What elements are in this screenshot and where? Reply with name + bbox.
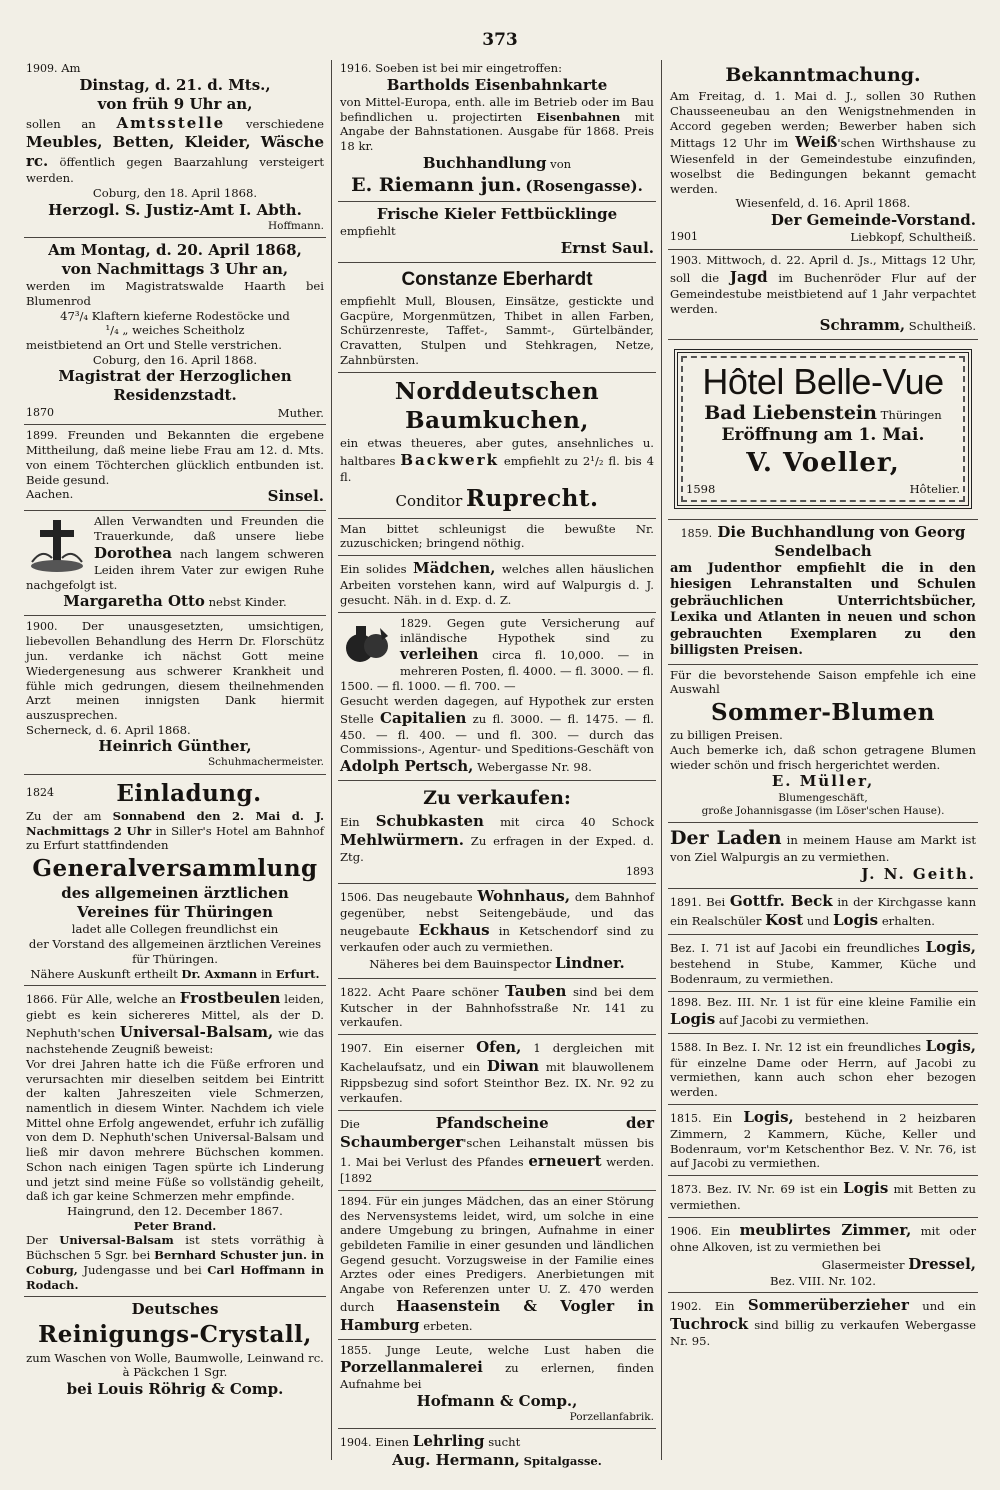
- ad-emphasis: Eckhaus: [418, 920, 490, 939]
- ad-dateline: Coburg, den 18. April 1868.: [92, 185, 258, 200]
- ad-number: 1906.: [670, 1224, 702, 1238]
- ad-number: 1870: [26, 405, 54, 419]
- hotel-name: Hôtel Belle-Vue: [702, 361, 944, 403]
- ad-text: empfiehlt Mull, Blousen, Einsätze, gestickte und Gacpüre, Morgenmützen, Thibet in allen Farben, Schürzenreste, Taffet-, Sammt-, Gürtelbänder, Cravatten, Stulpen und Stehkragen, Netze, Zahnbürsten.: [340, 294, 654, 367]
- ad-address: Bez. VIII. Nr. 102.: [770, 1273, 876, 1288]
- ad-text: nebst Kinder.: [208, 595, 287, 610]
- ad-dateline: Wiesenfeld, d. 16. April 1868.: [735, 196, 911, 211]
- ad-text: Einen: [375, 1435, 410, 1450]
- hotel-opening: Eröffnung am 1. Mai.: [721, 425, 925, 446]
- ad-number: 1916.: [340, 62, 372, 75]
- ad-headline: Dinstag, d. 21. d. Mts.,: [79, 75, 271, 94]
- ad-text: empfiehlt: [340, 224, 396, 239]
- ad-signer: Heinrich Günther,: [98, 737, 252, 756]
- ad-text: von: [550, 156, 572, 171]
- ad-role: Schultheiß.: [908, 319, 976, 334]
- ad-emphasis: Diwan: [486, 1057, 540, 1076]
- ad-text: Allen Verwandten und Freunden die Trauerkunde, daß unsere liebe: [94, 514, 324, 544]
- ad-text: am Judenthor empfiehlt die in den hiesigen Lehranstalten und Schulen gebräuchlichen Unterrichtsbücher, Lexika und Atlanten in neuen und schon gebrauchten Exemplaren zu den billigsten Preisen.: [670, 560, 976, 659]
- ad-headline: Zu verkaufen:: [423, 787, 571, 810]
- ad-role: Glasermeister: [821, 1257, 905, 1272]
- ad-signer: Schramm,: [819, 316, 906, 335]
- ad-dateline: Coburg, den 16. April 1868.: [92, 352, 258, 367]
- ad-emphasis: Capitalien: [380, 708, 467, 727]
- ad-text: Freunden und Bekannten die ergebene Mittheilung, daß meine liebe Frau am 12. d. Mts. von einem Töchterchen glücklich entbunden ist. Beide gesund.: [26, 428, 325, 487]
- ad-address: Webergasse Nr. 98.: [477, 759, 592, 774]
- ad-text: Vor drei Jahren hatte ich die Füße erfroren und verursachten mir dieselben seitdem bei Eintritt der kalten Jahreszeiten viele Schmerzen, namentlich in diesem Winter. Nachdem ich viele Mittel ohne Erfolg angewendet, erfuhr ich zufällig von dem D. Nephuth'schen Universal-Balsam und ließ mir davon mehrere Büchschen kommen. Schon nach einigen Tagen spürte ich Linderung und jetzt sind meine Füße so vollständig geheilt, daß ich gar keine Schmerzen mehr empfinde.: [26, 1056, 324, 1204]
- ad-text: von Mittel-Europa, enth. alle im Betrieb oder im Bau befindlichen u. projectirten: [340, 95, 654, 124]
- ad-text: Ein eiserner: [383, 1041, 465, 1055]
- ad-railway-map: [338, 58, 656, 202]
- ad-text: Zu erfragen in der Exped. d. Ztg.: [340, 834, 654, 865]
- ad-logis-2: [668, 992, 978, 1034]
- ad-signer: Dressel,: [908, 1254, 976, 1273]
- ad-text: Der: [26, 1233, 48, 1248]
- ad-emphasis: Buchhandlung: [422, 153, 547, 172]
- ad-text: 'schen Wirthshause zu Wiesenfeld in der Gemeindestube einzufinden, woselbst die Bedingungen bekannt gemacht werden.: [670, 136, 976, 196]
- ad-signer: Hoffmann.: [267, 219, 324, 232]
- ad-text: Gesucht werden dagegen, auf Hypothek zur ersten Stelle: [340, 693, 654, 726]
- ad-text: ist stets vorräthig à Büchschen 5 Sgr. bei: [26, 1233, 325, 1263]
- ad-text: Bez. IV. Nr. 69 ist ein: [706, 1182, 838, 1197]
- ad-signer: Sinsel.: [267, 487, 324, 506]
- ad-text: Ein: [714, 1299, 735, 1314]
- ad-text: in Ketschendorf sind zu verkaufen oder auch zu vermiethen.: [340, 923, 654, 954]
- hotel-region: Thüringen: [880, 408, 942, 423]
- ad-text: circa fl. 10,000. — in mehreren Posten, fl. 4000. — fl. 3000. — fl. 1500. — fl. 1000. — fl. 700. —: [340, 648, 654, 694]
- ad-headline: Bartholds Eisenbahnkarte: [386, 75, 608, 94]
- ad-number: 1855.: [340, 1344, 372, 1358]
- ad-signer: Margaretha Otto: [63, 592, 205, 611]
- ad-stove-divan: [338, 1035, 656, 1111]
- ad-number: 1829.: [400, 616, 432, 630]
- ad-house-sale: [338, 884, 656, 979]
- ad-text: zu erlernen, finden Aufnahme bei: [340, 1360, 655, 1392]
- ad-emphasis: Mehlwürmern.: [340, 831, 464, 850]
- ad-number: 1506.: [340, 890, 372, 904]
- ad-universal-balsam: [24, 986, 326, 1297]
- ad-text: sucht: [488, 1435, 521, 1450]
- ad-number: 1898.: [670, 995, 702, 1009]
- ad-birth-notice: [24, 425, 326, 511]
- ad-emphasis: Logis,: [925, 1036, 976, 1055]
- ad-shop-to-let: [668, 823, 978, 889]
- ad-text: erbeten.: [423, 1318, 473, 1333]
- ad-signer: Hofmann & Comp.,: [416, 1391, 578, 1410]
- ad-pigeons: [338, 979, 656, 1035]
- ad-emphasis: Lehrling: [412, 1432, 485, 1451]
- ad-young-girl: [338, 1191, 656, 1340]
- ad-text: bestehend in Stube, Kammer, Küche und Bodenraum, zu vermiethen.: [670, 957, 976, 986]
- ad-maid-wanted: [338, 556, 656, 612]
- ad-emphasis: Universal-Balsam,: [119, 1023, 274, 1042]
- ad-text: Der unausgesetzten, umsichtigen, liebevollen Behandlung des Herrn Dr. Florschütz jun. verdanke ich nächst Gott meine Wiedergenesung aus schwerer Krankheit und fühle mich gedrungen, diesem theilnehmenden Arzt meinen innigsten Dank hiermit auszusprechen.: [26, 619, 324, 722]
- ad-text: ladet alle Collegen freundlichst ein: [71, 922, 279, 937]
- ad-text: zu fl. 3000. — fl. 1475. — fl. 450. — fl. 400. — und fl. 300. — durch das Commissions-, Agentur- und Speditions-Geschäft von: [340, 711, 654, 757]
- ad-number: 1909.: [26, 62, 58, 75]
- ad-headline: Am Montag, d. 20. April 1868,: [48, 241, 302, 260]
- ad-signer: bei Louis Röhrig & Comp.: [66, 1380, 284, 1398]
- ad-text: 'schen Leihanstalt müssen bis 1. Mai bei Verlust des Pfandes: [340, 1135, 654, 1169]
- ad-emphasis: Backwerk: [400, 450, 500, 469]
- ad-number: 1822.: [340, 985, 372, 999]
- ad-text: und: [806, 914, 830, 929]
- ad-text: Ein solides: [340, 562, 407, 577]
- ad-headline: Generalversammlung: [32, 855, 318, 883]
- ad-text: dem Bahnhof gegenüber, nebst Seitengebäude, und das neugebaute: [340, 889, 654, 938]
- ad-text: sind bei dem Kutscher in der Bahnhofsstraße Nr. 141 zu verkaufen.: [340, 984, 655, 1030]
- ad-number: 1901: [670, 230, 698, 244]
- ad-emphasis: Jagd: [729, 267, 768, 286]
- ad-emphasis: Tauben: [505, 981, 567, 1000]
- ad-number: 1824: [26, 786, 54, 800]
- ad-text: Auch bemerke ich, daß schon getragene Blumen wieder schön und frisch hergerichtet werden.: [670, 743, 976, 772]
- ad-emphasis: Logis,: [925, 938, 976, 957]
- ad-text: Ein: [710, 1223, 731, 1238]
- ad-logis-4: [668, 1105, 978, 1176]
- ad-emphasis: Schubkasten: [375, 812, 484, 831]
- ad-emphasis: Amtsstelle: [116, 114, 226, 133]
- ad-text: Ein: [712, 1110, 733, 1125]
- ad-emphasis: Eisenbahnen: [536, 109, 621, 124]
- ad-emphasis: Adolph Pertsch,: [340, 756, 474, 775]
- page-number: 373: [482, 30, 518, 50]
- ad-number: 1815.: [670, 1111, 702, 1125]
- ad-emphasis: Wohnhaus,: [477, 886, 571, 905]
- column-left: [24, 58, 326, 1468]
- ad-headline: Bekanntmachung.: [725, 64, 921, 86]
- ad-number: 1899.: [26, 429, 58, 443]
- ad-role: Blumengeschäft,: [778, 791, 868, 804]
- ad-number: [1892: [340, 1171, 373, 1185]
- ad-logis-5: [668, 1176, 978, 1218]
- ad-text: Nähere Auskunft ertheilt: [30, 966, 178, 981]
- ad-text: mit circa 40 Schock: [500, 815, 655, 830]
- ad-bookshop: [668, 520, 978, 665]
- ad-physicians-invitation: [24, 775, 326, 987]
- ad-emphasis: Universal-Balsam: [59, 1233, 174, 1248]
- ad-text: sind billig zu verkaufen Webergasse Nr. 95.: [670, 1318, 976, 1349]
- ad-item: 47³/₄ Klaftern kieferne Rodestöcke und: [60, 308, 290, 323]
- ad-issuer: Herzogl. S. Justiz-Amt I. Abth.: [48, 200, 302, 219]
- hotel-town: Bad Liebenstein: [704, 402, 877, 425]
- ad-text: Die: [340, 1116, 360, 1131]
- ad-text: erhalten.: [881, 914, 935, 929]
- ad-number: 1588.: [670, 1040, 702, 1054]
- ad-text: Für die bevorstehende Saison empfehle ich eine Auswahl: [670, 667, 976, 697]
- mourning-cross-icon: [26, 516, 88, 574]
- ad-signer: Ruprecht.: [465, 485, 599, 513]
- ad-headline: Sommer-Blumen: [710, 699, 935, 727]
- ad-text: à Päckchen 1 Sgr.: [122, 1365, 228, 1380]
- ad-emphasis: Meubles, Betten, Kleider, Wäsche rc.: [26, 133, 324, 171]
- ad-headline: von Nachmittags 3 Uhr an,: [61, 260, 289, 279]
- column-rule-left: [331, 60, 332, 1460]
- ad-cleaning-crystal: [24, 1297, 326, 1403]
- ad-emphasis: Porzellanmalerei: [340, 1357, 483, 1376]
- ad-text: zu billigen Preisen.: [670, 728, 783, 743]
- ad-text: Das neugebaute: [376, 889, 473, 904]
- ad-emphasis: Gottfr. Beck: [729, 892, 833, 911]
- ad-text: Junge Leute, welche Lust haben die: [386, 1343, 655, 1358]
- ad-text: Conditor: [395, 492, 463, 511]
- ad-text: nach langem schweren Leiden ihrem Vater zur ewigen Ruhe nachgefolgt ist.: [26, 546, 325, 592]
- ad-mealworms: [338, 781, 656, 884]
- ad-text: und ein: [922, 1299, 977, 1314]
- ad-text: bestehend in 2 heizbaren Zimmern, 2 Kammern, Küche, Keller und Bodenraum, vor'm Ketschenthor Bez. V. Nr. 76, ist auf Jacobi zu vermiethen.: [670, 1110, 977, 1171]
- ad-short-notice: [338, 519, 656, 556]
- ad-text: Für ein junges Mädchen, das an einer Störung des Nervensystems leidet, wird, um solche in eine andere Umgebung zu bringen, Aufnahme in einer gebildeten Familie in einer gesunden und ländlichen Gegend gesucht. Vorzugsweise in der Familie eines Arztes oder eines Predigers. Anerbietungen mit Angabe von Referenzen unter U. Z. 470 werden durch: [340, 1193, 655, 1314]
- ad-dateline: Haingrund, den 12. December 1867.: [67, 1204, 283, 1218]
- ad-porcelain-painting: [338, 1340, 656, 1429]
- ad-emphasis: meublirtes Zimmer,: [739, 1220, 912, 1239]
- ad-text: Näheres bei dem Bauinspector: [369, 957, 552, 972]
- ad-signer: Lindner.: [554, 954, 625, 973]
- ad-furnished-room: [668, 1218, 978, 1294]
- ad-text: mit oder ohne Alkoven, ist zu vermiethen bei: [670, 1223, 977, 1254]
- ad-role: Porzellanfabrik.: [569, 1410, 654, 1423]
- ad-address: (Rosengasse).: [525, 176, 643, 195]
- ad-issuer: Magistrat der Herzoglichen Residenzstadt.: [58, 367, 292, 405]
- ad-number: 1907.: [340, 1042, 372, 1055]
- ad-text: Mittwoch, d. 22. April d. Js., Mittags 12 Uhr, soll die: [670, 252, 976, 285]
- ad-emphasis: Sommerüberzieher: [747, 1296, 909, 1315]
- ad-signer: E. Riemann jun.: [351, 173, 522, 196]
- ad-subheadline: des allgemeinen ärztlichen Vereines für Thüringen: [61, 884, 289, 922]
- ad-apprentice: [338, 1429, 656, 1468]
- ad-emphasis: Logis: [670, 1009, 716, 1028]
- ad-emphasis: Die Buchhandlung von Georg Sendelbach: [717, 522, 966, 560]
- ad-signer: Ernst Saul.: [560, 238, 654, 257]
- ad-text: zum Waschen von Wolle, Baumwolle, Leinwand rc.: [26, 1350, 324, 1365]
- ad-emphasis: Haasenstein & Vogler in Hamburg: [340, 1296, 654, 1334]
- ad-text: der Vorstand des allgemeinen ärztlichen Vereines für Thüringen.: [28, 937, 322, 966]
- ad-headline: von früh 9 Uhr an,: [97, 95, 253, 114]
- ad-text: Bez. I. 71 ist auf Jacobi ein freundliches: [670, 941, 920, 956]
- ad-emphasis: Logis: [843, 1179, 889, 1198]
- ad-thanks-notice: [24, 616, 326, 774]
- ad-number: 1866.: [26, 993, 58, 1007]
- ad-emphasis: Mädchen,: [412, 559, 496, 578]
- column-rule-right: [661, 60, 662, 1460]
- ad-emphasis: Bernhard Schuster jun. in Coburg,: [26, 1248, 325, 1277]
- hotel-owner: V. Voeller,: [746, 447, 900, 478]
- ad-summer-flowers: [668, 665, 978, 824]
- ad-text: werden.: [606, 1154, 655, 1169]
- ad-text: leiden, giebt es kein sichereres Mittel, als der D. Nephuth'schen: [26, 992, 325, 1041]
- ad-emphasis: verleihen: [400, 645, 479, 664]
- ad-hunting-lease: [668, 250, 978, 341]
- ad-number: 1900.: [26, 620, 58, 634]
- ad-hotel-belle-vue: [668, 340, 978, 519]
- ad-text: Bei: [706, 895, 726, 910]
- ad-text: in meinem Hause am Markt ist von Ziel Walpurgis an zu vermiethen.: [670, 833, 976, 865]
- ad-text: Acht Paare schöner: [378, 984, 499, 999]
- ad-text: im Buchenröder Flur auf der Gemeindestube meistbietend auf 1 Jahr verpachtet werden.: [670, 270, 977, 316]
- ad-emphasis: Logis: [832, 911, 879, 930]
- ad-text: In Bez. I. Nr. 12 ist ein freundliches: [705, 1039, 922, 1054]
- ad-emphasis: Ofen,: [476, 1038, 522, 1056]
- ad-text: Bez. III. Nr. 1 ist für eine kleine Familie ein: [706, 994, 976, 1009]
- ad-text: in Siller's Hotel am Bahnhof zu Erfurt stattfindenden: [26, 823, 325, 853]
- ad-emphasis: Kost: [765, 911, 804, 930]
- ad-signer: J. N. Geith.: [861, 865, 976, 884]
- ad-emphasis: Dr. Axmann: [181, 966, 258, 981]
- ad-dateline: Scherneck, d. 6. April 1868.: [26, 722, 191, 737]
- ad-text: verschiedene: [245, 117, 324, 132]
- ad-text: Man bittet schleunigst die bewußte Nr. zuzuschicken; bringend nöthig.: [340, 521, 654, 551]
- ad-pawn-tickets: [338, 1111, 656, 1191]
- ad-text: mit blauwollenem Rippsbezug sind sofort Steinthor Bez. IX. Nr. 92 zu verkaufen.: [340, 1060, 654, 1105]
- ad-text: in: [260, 966, 273, 981]
- ad-text: Zu der am: [26, 808, 102, 823]
- ad-emphasis: Erfurt.: [275, 966, 320, 981]
- ad-coats-for-sale: [668, 1293, 978, 1353]
- ad-signer: Aug. Hermann,: [392, 1451, 520, 1468]
- ad-item: ¹/₄ „ weiches Scheitholz: [105, 323, 245, 338]
- ad-text: wie das nachstehende Zeugniß beweist:: [26, 1026, 324, 1057]
- ad-emphasis: Der Laden: [670, 827, 782, 850]
- ad-issuer: Der Gemeinde-Vorstand.: [770, 211, 976, 230]
- column-right: [668, 58, 978, 1468]
- hotel-ad-frame: [674, 349, 972, 508]
- ad-wood-auction: [24, 238, 326, 425]
- ad-headline: Frische Kieler Fettbücklinge: [376, 205, 618, 224]
- ad-emphasis: Dorothea: [94, 543, 173, 562]
- ad-text: werden im Magistratswalde Haarth bei Blumenrod: [26, 279, 324, 308]
- ad-emphasis: Weiß: [795, 133, 838, 152]
- ad-signer: Muther.: [277, 405, 324, 420]
- ad-signer: Peter Brand.: [133, 1218, 217, 1233]
- ad-text: sollen an: [26, 117, 96, 132]
- ad-text: Gegen gute Versicherung auf inländische Hypothek sind zu: [400, 615, 654, 645]
- ad-emphasis: Sonnabend den 2. Mai d. J. Nachmittags 2 Uhr: [26, 808, 324, 838]
- ad-emphasis: Carl Hoffmann in Rodach.: [26, 1262, 325, 1292]
- ad-headline: Einladung.: [116, 779, 262, 807]
- ad-text: Am Freitag, d. 1. Mai d. J., sollen 30 Ruthen Chausseeneubau an den Wenigstnehmenden in Accord gegeben werden; Bewerber haben sich Mittags 12 Uhr im: [670, 89, 976, 151]
- ad-emphasis: Pfandscheine der Schaumberger: [340, 1113, 654, 1151]
- ad-furniture-auction: [24, 58, 326, 238]
- ad-headline: Norddeutschen Baumkuchen,: [394, 377, 600, 434]
- ad-number: 1859.: [680, 526, 713, 540]
- ad-headline: Deutsches: [131, 1300, 219, 1319]
- ad-headline: Reinigungs-Crystall,: [38, 1321, 312, 1349]
- ad-smoked-fish: [338, 202, 656, 263]
- ad-text: mit Betten zu vermiethen.: [670, 1182, 976, 1213]
- ad-road-contract: [668, 58, 978, 250]
- ad-baumkuchen: [338, 373, 656, 519]
- ad-role: Hôtelier.: [909, 481, 960, 496]
- ad-number: 1873.: [670, 1183, 702, 1197]
- ad-text: öffentlich gegen Baarzahlung versteigert werden.: [26, 155, 324, 186]
- ad-fashion-goods: [338, 263, 656, 373]
- ad-number: 1598: [686, 481, 716, 496]
- ad-text: 1 dergleichen mit Kachelaufsatz, und ein: [340, 1041, 655, 1075]
- ad-text: welches allen häuslichen Arbeiten vorstehen kann, wird auf Walpurgis d. J. gesucht. Näh. in d. Exp. d. Z.: [340, 562, 655, 607]
- ad-emphasis: erneuert: [528, 1151, 602, 1170]
- ad-role: Schuhmachermeister.: [207, 756, 324, 769]
- ad-death-notice: [24, 511, 326, 616]
- ad-logis-1: [668, 935, 978, 991]
- ad-board-lodging: [668, 889, 978, 935]
- ad-text: mit Angabe der Bahnstationen. Ausgabe für 1868. Preis 18 kr.: [340, 109, 655, 154]
- ad-text: in der Kirchgasse kann ein Realschüler: [670, 895, 977, 929]
- ad-text: Soeben ist bei mir eingetroffen:: [375, 61, 562, 75]
- ad-logis-3: [668, 1034, 978, 1105]
- ad-headline: Constanze Eberhardt: [401, 268, 593, 290]
- column-middle: [338, 58, 656, 1468]
- ad-text: Ein: [340, 815, 360, 830]
- ad-number: 1891.: [670, 896, 702, 910]
- ad-text: meistbietend an Ort und Stelle verstrichen.: [26, 337, 282, 352]
- ad-number: 1904.: [340, 1436, 372, 1450]
- money-bag-icon: [340, 618, 394, 668]
- ad-emphasis: Logis,: [743, 1107, 794, 1126]
- ad-address: große Johannisgasse (im Löser'schen Hause).: [701, 804, 945, 817]
- ad-text: empfiehlt zu 2¹/₂ fl. bis 4 fl.: [340, 453, 655, 484]
- ad-loans: [338, 613, 656, 781]
- ad-number: 1893: [626, 864, 654, 878]
- ad-text: ein etwas theueres, aber gutes, ansehnliches u. haltbares: [340, 436, 654, 468]
- ad-text: für einzelne Dame oder Herrn, auf Jacobi zu vermiethen, kann auch schon eher bezogen werden.: [670, 1055, 976, 1100]
- ad-address: Spitalgasse.: [523, 1454, 602, 1468]
- ad-place: Aachen.: [26, 487, 74, 502]
- ad-emphasis: Frostbeulen: [179, 989, 281, 1008]
- ad-text: auf Jacobi zu vermiethen.: [718, 1012, 869, 1027]
- ad-text: Für Alle, welche an: [61, 992, 176, 1007]
- ad-signer: Liebkopf, Schultheiß.: [850, 230, 976, 245]
- ad-number: 1902.: [670, 1300, 702, 1314]
- ad-text: Am: [61, 61, 81, 75]
- ad-text: Judengasse und bei: [83, 1262, 202, 1277]
- ad-emphasis: Tuchrock: [670, 1315, 749, 1334]
- ad-number: 1894.: [340, 1194, 372, 1208]
- ad-signer: E. Müller,: [771, 772, 875, 791]
- ad-number: 1903.: [670, 253, 702, 267]
